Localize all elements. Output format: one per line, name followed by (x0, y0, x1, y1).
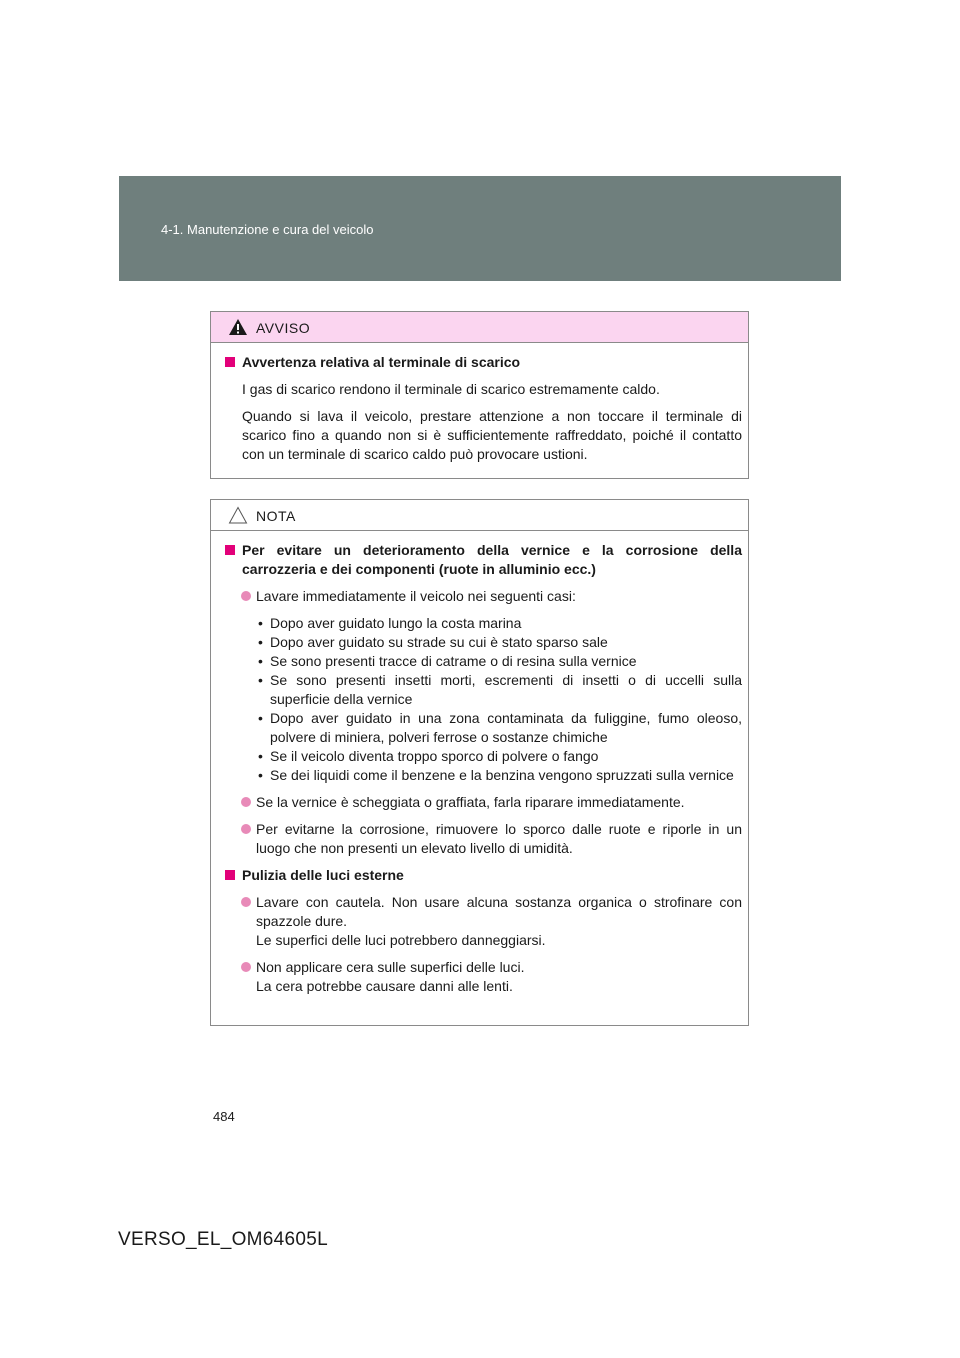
list-item: Per evitarne la corrosione, rimuovere lo sporco dalle ruote e riporle in un luogo che non presenti un elevato livello di umidità. (225, 820, 742, 858)
warning-label: AVVISO (256, 320, 311, 336)
bullet-item: • Se sono presenti insetti morti, escrementi di insetti o di uccelli sulla superficie della vernice (256, 671, 742, 709)
warning-header (211, 312, 748, 343)
warning-section-title: Avvertenza relativa al terminale di scarico (225, 353, 742, 372)
square-bullet-icon (225, 870, 235, 880)
circle-bullet-icon (241, 897, 251, 907)
note-header (211, 500, 748, 531)
page-number: 484 (213, 1109, 235, 1124)
caution-outline-icon (228, 506, 248, 524)
bullet-item: • Dopo aver guidato su strade su cui è stato sparso sale (256, 633, 742, 652)
warning-paragraph: I gas di scarico rendono il terminale di scarico estremamente caldo. (242, 381, 660, 397)
document-code: VERSO_EL_OM64605L (118, 1229, 328, 1250)
square-bullet-icon (225, 357, 235, 367)
warning-box (210, 311, 749, 479)
circle-bullet-icon (241, 591, 251, 601)
list-item: Lavare immediatamente il veicolo nei seguenti casi: (225, 587, 742, 606)
note-section-title: Pulizia delle luci esterne (225, 866, 742, 885)
note-section-title: Per evitare un deterioramento della vernice e la corrosione della carrozzeria e dei componenti (ruote in alluminio ecc.) (225, 541, 742, 579)
header-band (119, 176, 841, 281)
bullet-item: • Se il veicolo diventa troppo sporco di polvere o fango (256, 747, 742, 766)
list-item: Se la vernice è scheggiata o graffiata, farla riparare immediatamente. (225, 793, 742, 812)
list-item: Lavare con cautela. Non usare alcuna sostanza organica o strofinare con spazzole dure. Le superfici delle luci potrebbero danneggiarsi. (225, 893, 742, 950)
circle-bullet-icon (241, 797, 251, 807)
bullet-item: • Se sono presenti tracce di catrame o di resina sulla vernice (256, 652, 742, 671)
square-bullet-icon (225, 545, 235, 555)
note-label: NOTA (256, 508, 296, 524)
warning-icon (228, 318, 248, 336)
section-title: 4-1. Manutenzione e cura del veicolo (161, 222, 374, 237)
bullet-list (225, 614, 742, 785)
note-box (210, 499, 749, 1026)
bullet-item: • Se dei liquidi come il benzene e la benzina vengono spruzzati sulla vernice (256, 766, 742, 785)
bullet-item: • Dopo aver guidato in una zona contaminata da fuliggine, fumo oleoso, polvere di miniera, polveri ferrose o sostanze chimiche (256, 709, 742, 747)
circle-bullet-icon (241, 962, 251, 972)
circle-bullet-icon (241, 824, 251, 834)
warning-paragraph: Quando si lava il veicolo, prestare attenzione a non toccare il terminale di scarico fino a quando non si è sufficientemente raffreddato, poiché il contatto con un terminale di scarico caldo può provocare ustioni. (242, 408, 742, 462)
list-item: Non applicare cera sulle superfici delle luci. La cera potrebbe causare danni alle lenti. (225, 958, 742, 996)
bullet-item: • Dopo aver guidato lungo la costa marina (256, 614, 742, 633)
